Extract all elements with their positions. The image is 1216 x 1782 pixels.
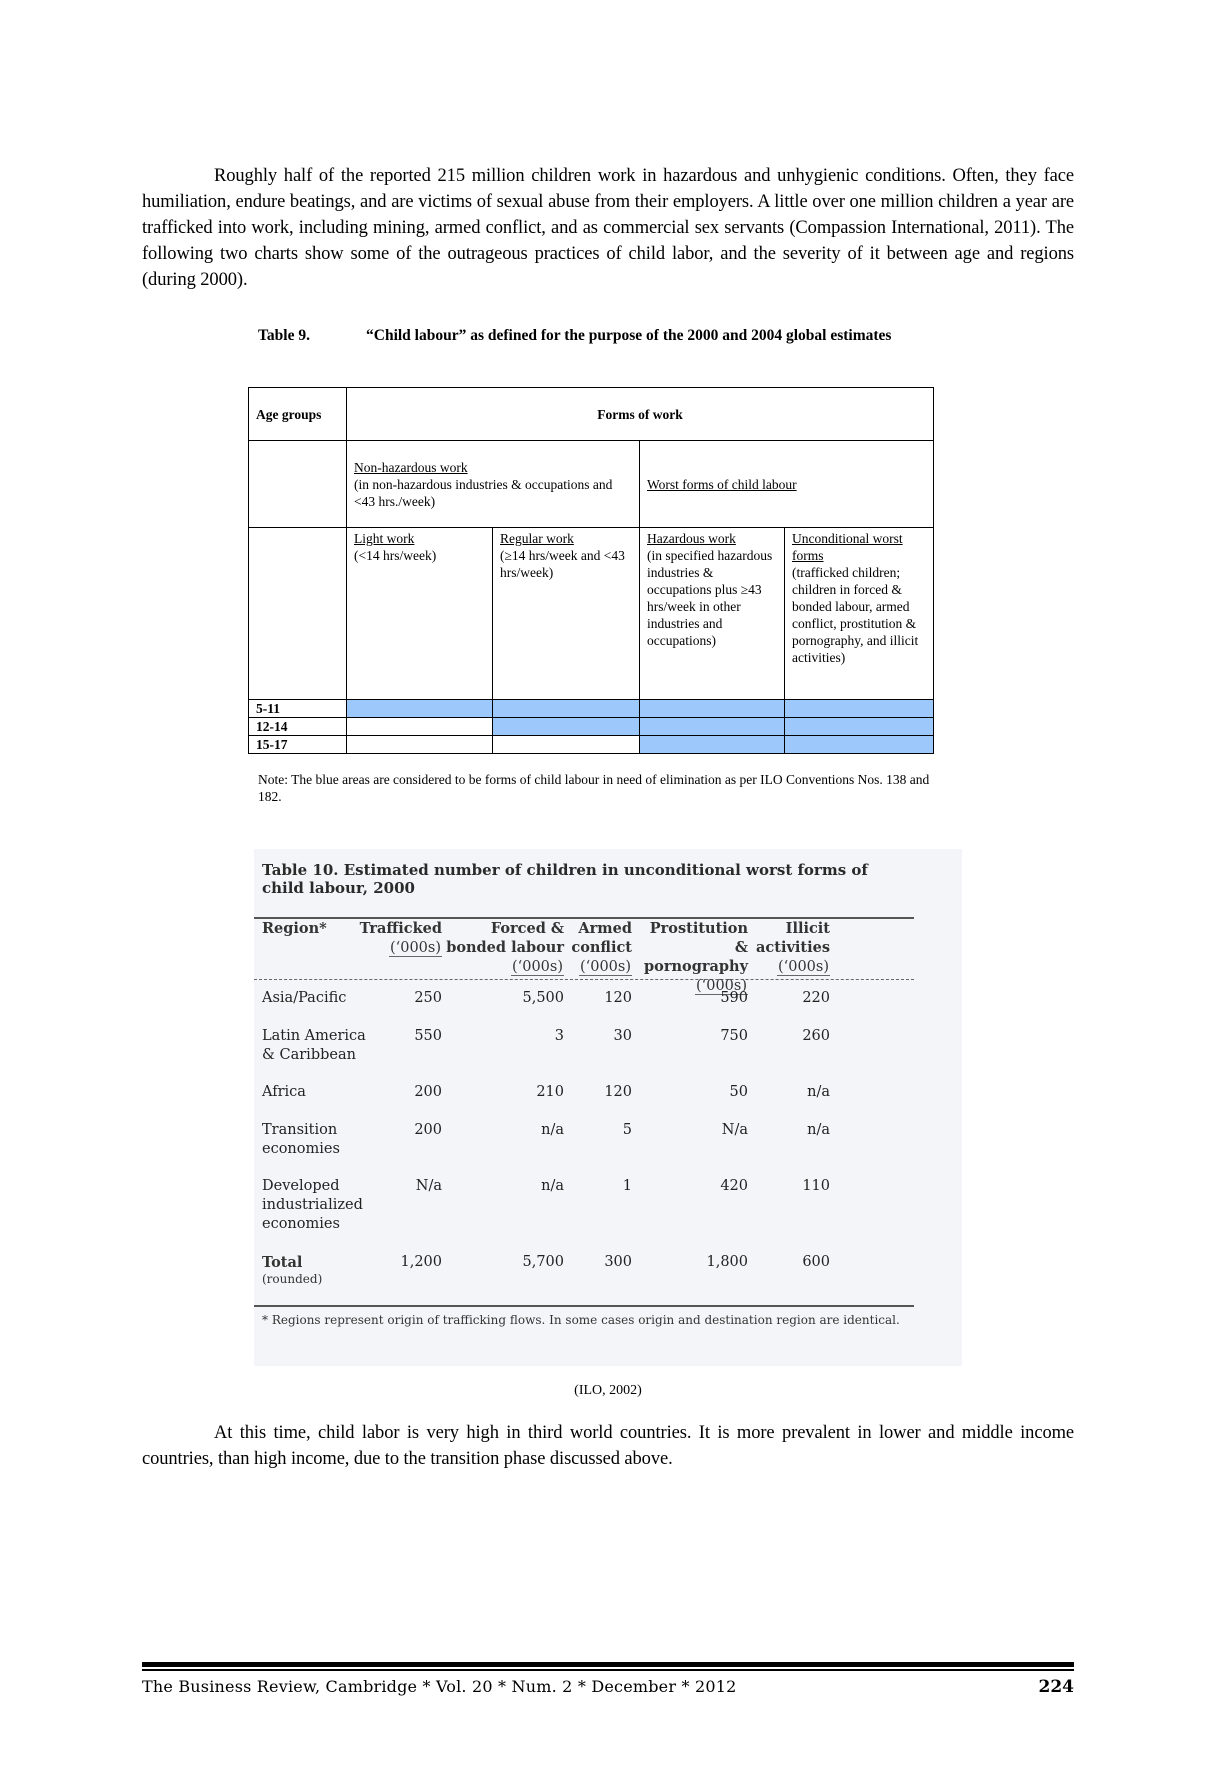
table10-cell: n/a xyxy=(807,1084,830,1100)
empty-cell xyxy=(249,441,347,528)
footer-journal: The Business Review, Cambridge * Vol. 20 * Num. 2 * December * 2012 xyxy=(142,1677,737,1696)
header-line: Armed xyxy=(578,920,632,937)
highlight-cell xyxy=(640,718,785,736)
worst-forms-cell xyxy=(640,441,934,528)
table10-column-header xyxy=(354,919,442,958)
unconditional-desc: (trafficked children; children in forced & bonded labour, armed conflict, prostitution & pornography, and illicit activities) xyxy=(792,565,919,665)
table10-total-cell: 1,800 xyxy=(706,1254,748,1270)
region-line: economies xyxy=(262,1141,340,1157)
table10-cell: 120 xyxy=(604,990,632,1006)
table10-cell: N/a xyxy=(721,1122,748,1138)
region-line: economies xyxy=(262,1216,340,1232)
regular-work-desc: (≥14 hrs/week and <43 hrs/week) xyxy=(500,548,625,580)
light-work-cell xyxy=(347,528,493,700)
header-line: Trafficked xyxy=(359,920,442,937)
region-line: & Caribbean xyxy=(262,1047,356,1063)
table10-cell: 5 xyxy=(622,1122,632,1138)
table10-header-rule xyxy=(254,979,914,980)
table10-total-cell: 5,700 xyxy=(522,1254,564,1270)
header-line: Region* xyxy=(262,920,327,937)
table10-cell: 1 xyxy=(622,1178,632,1194)
header-unit: (‘000s) xyxy=(389,940,441,956)
plain-cell xyxy=(493,736,640,754)
footer-rule xyxy=(142,1662,1074,1667)
table10-column-header xyxy=(570,919,632,977)
table10-cell: 550 xyxy=(414,1028,442,1044)
header-unit: (‘000s) xyxy=(695,978,747,994)
regular-work-title: Regular work xyxy=(500,531,574,546)
table10-cell: 590 xyxy=(720,990,748,1006)
table10-bottom-rule xyxy=(254,1305,914,1307)
table10-cell: 210 xyxy=(536,1084,564,1100)
light-work-title: Light work xyxy=(354,531,415,546)
table10 xyxy=(254,849,962,1366)
region-line: Latin America xyxy=(262,1028,366,1044)
region-line: Transition xyxy=(262,1122,338,1138)
table10-column-header xyxy=(638,919,748,996)
plain-cell xyxy=(347,736,493,754)
table10-cell: 120 xyxy=(604,1084,632,1100)
hazardous-work-desc: (in specified hazardous industries & occupations plus ≥43 hrs/week in other industries and occupations) xyxy=(647,548,773,648)
table10-cell: n/a xyxy=(541,1122,564,1138)
table10-total-cell: 1,200 xyxy=(400,1254,442,1270)
table10-cell: n/a xyxy=(807,1122,830,1138)
header-line: pornography xyxy=(644,958,748,975)
non-hazardous-desc: (in non-hazardous industries & occupations and <43 hrs./week) xyxy=(354,476,613,509)
table10-cell: 200 xyxy=(414,1122,442,1138)
plain-cell xyxy=(347,718,493,736)
header-unit: (‘000s) xyxy=(579,959,631,975)
hazardous-work-title: Hazardous work xyxy=(647,531,736,546)
highlight-cell xyxy=(785,736,934,754)
region-line: Asia/Pacific xyxy=(262,990,347,1006)
header-unit: (‘000s) xyxy=(777,959,829,975)
hazardous-work-cell xyxy=(640,528,785,700)
highlight-cell xyxy=(493,700,640,718)
empty-cell xyxy=(249,528,347,700)
highlight-cell xyxy=(640,700,785,718)
body-paragraph-1: Roughly half of the reported 215 million children work in hazardous and unhygienic conditions. Often, they face humiliation, endure beatings, and are victims of sexual abuse from their employers. A little over one million children a year are trafficked into work, including mining, armed conflict, and as commercial sex servants (Compassion International, 2011). The following two charts show some of the outrageous practices of child labor, and the severity of it between age and regions (during 2000). xyxy=(142,166,1074,290)
header-line: activities xyxy=(756,939,830,956)
header-line: conflict xyxy=(571,939,632,956)
forms-of-work-header: Forms of work xyxy=(347,388,934,441)
source-citation: (ILO, 2002) xyxy=(574,1383,642,1398)
non-hazardous-cell xyxy=(347,441,640,528)
highlight-cell xyxy=(640,736,785,754)
age-row-label: 12-14 xyxy=(249,718,347,736)
region-line: Africa xyxy=(262,1084,306,1100)
table9-note: Note: The blue areas are considered to be forms of child labour in need of elimination as per ILO Conventions Nos. 138 and 182. xyxy=(258,772,930,804)
total-label: Total xyxy=(262,1254,303,1271)
header-line: bonded labour xyxy=(446,939,564,956)
region-line: industrialized xyxy=(262,1197,363,1213)
table10-column-header xyxy=(754,919,830,977)
regular-work-cell xyxy=(493,528,640,700)
table10-title: Table 10. Estimated number of children in unconditional worst forms of child labour, 2000 xyxy=(262,861,868,897)
page-number: 224 xyxy=(1038,1677,1074,1697)
table10-cell: 110 xyxy=(802,1178,830,1194)
table10-total-cell: 600 xyxy=(802,1254,830,1270)
table10-column-header xyxy=(444,919,564,977)
table10-cell: N/a xyxy=(415,1178,442,1194)
table9-title: “Child labour” as defined for the purpose of the 2000 and 2004 global estimates xyxy=(366,327,892,344)
table10-cell: n/a xyxy=(541,1178,564,1194)
age-row-label: 15-17 xyxy=(249,736,347,754)
table10-footnote: * Regions represent origin of trafficking flows. In some cases origin and destination region are identical. xyxy=(262,1313,900,1327)
light-work-desc: (<14 hrs/week) xyxy=(354,548,437,563)
table10-cell: 3 xyxy=(554,1028,564,1044)
table10-total-cell: 300 xyxy=(604,1254,632,1270)
table10-cell: 260 xyxy=(802,1028,830,1044)
table10-cell: 420 xyxy=(720,1178,748,1194)
highlight-cell xyxy=(785,700,934,718)
unconditional-title: Unconditional worst forms xyxy=(792,531,903,563)
table10-cell: 750 xyxy=(720,1028,748,1044)
unconditional-cell xyxy=(785,528,934,700)
header-line: Prostitution & xyxy=(649,920,748,956)
table9 xyxy=(248,387,934,754)
non-hazardous-title: Non-hazardous work xyxy=(354,459,468,475)
region-line: Developed xyxy=(262,1178,340,1194)
body-paragraph-2: At this time, child labor is very high in third world countries. It is more prevalent in lower and middle income countries, than high income, due to the transition phase discussed above. xyxy=(142,1423,1074,1469)
header-line: Illicit xyxy=(785,920,830,937)
table10-cell: 220 xyxy=(802,990,830,1006)
table10-cell: 200 xyxy=(414,1084,442,1100)
table10-cell: 30 xyxy=(613,1028,632,1044)
highlight-cell xyxy=(347,700,493,718)
header-unit: (‘000s) xyxy=(511,959,563,975)
footer-rule xyxy=(142,1669,1074,1671)
age-groups-header: Age groups xyxy=(249,388,347,441)
age-row-label: 5-11 xyxy=(249,700,347,718)
highlight-cell xyxy=(493,718,640,736)
table9-number: Table 9. xyxy=(258,327,310,344)
header-line: Forced & xyxy=(490,920,564,937)
table10-cell: 50 xyxy=(729,1084,748,1100)
table10-cell: 250 xyxy=(414,990,442,1006)
total-sublabel: (rounded) xyxy=(262,1272,323,1286)
highlight-cell xyxy=(785,718,934,736)
worst-forms-title: Worst forms of child labour xyxy=(647,476,797,492)
table10-cell: 5,500 xyxy=(522,990,564,1006)
